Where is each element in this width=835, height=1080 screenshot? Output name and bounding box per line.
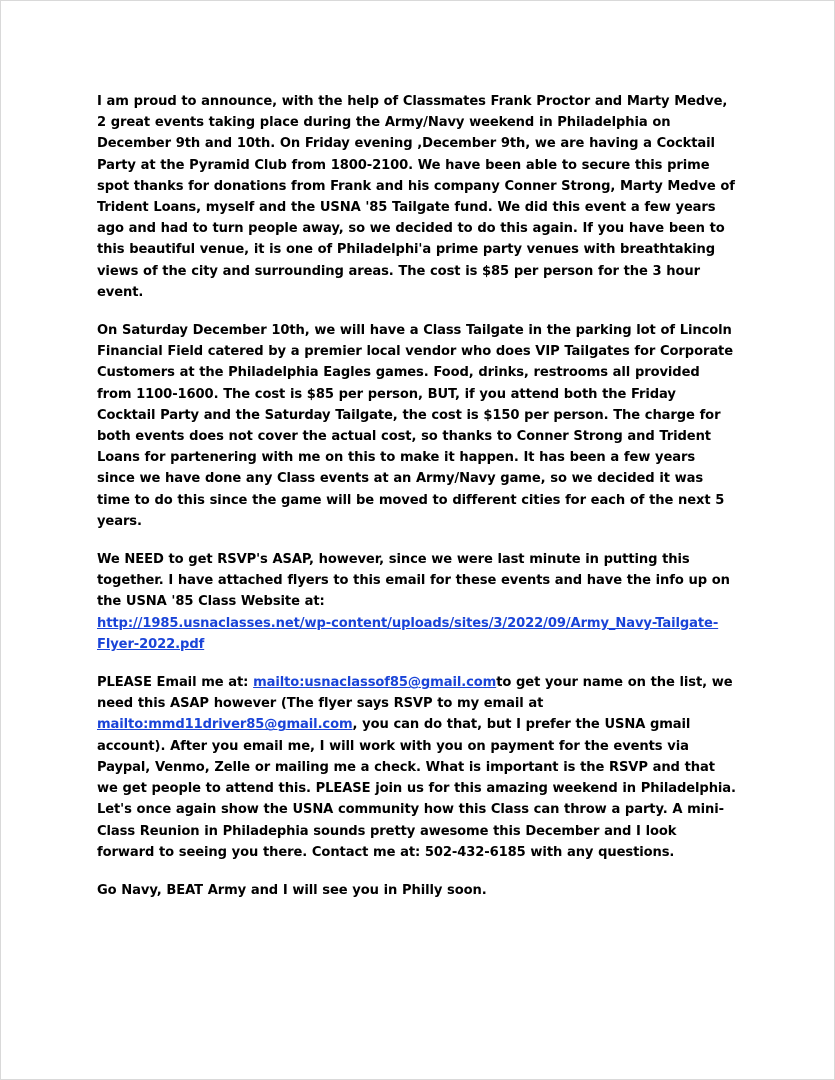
personal-email-link[interactable]: mailto:mmd11driver85@gmail.com	[97, 717, 353, 733]
paragraph-3-text: We NEED to get RSVP's ASAP, however, since we were last minute in putting this together. I have attached flyers to this email for these events and have the info up on the USNA '85 Class Website at:	[97, 552, 730, 610]
class-website-link[interactable]: http://1985.usnaclasses.net/wp-content/uploads/sites/3/2022/09/Army_Navy-Tailgate-Flyer-2022.pdf	[97, 615, 719, 652]
paragraph-4-segment-3: , you can do that, but I prefer the USNA gmail account). After you email me, I will work with you on payment for the events via Paypal, Venmo, Zelle or mailing me a check. What is important is the RSVP and that we get people to attend this. PLEASE join us for this amazing weekend in Philadelphia. Let's once again show the USNA community how this Class can throw a party. A mini-Class Reunion in Philadephia sounds pretty awesome this December and I look forward to seeing you there. Contact me at: 502-432-6185 with any questions.	[97, 717, 736, 860]
paragraph-1: I am proud to announce, with the help of Classmates Frank Proctor and Marty Medve, 2 great events taking place during the Army/Navy weekend in Philadelphia on December 9th and 10th. On Friday evening ,December 9th, we are having a Cocktail Party at the Pyramid Club from 1800-2100. We have been able to secure this prime spot thanks for donations from Frank and his company Conner Strong, Marty Medve of Trident Loans, myself and the USNA '85 Tailgate fund. We did this event a few years ago and had to turn people away, so we decided to do this again. If you have been to this beautiful venue, it is one of Philadelphi'a prime party venues with breathtaking views of the city and surrounding areas. The cost is $85 per person for the 3 hour event.	[97, 94, 735, 300]
paragraph-4-segment-1: PLEASE Email me at:	[97, 675, 254, 691]
paragraph-4	[97, 672, 737, 863]
paragraph-5: Go Navy, BEAT Army and I will see you in Philly soon.	[97, 882, 487, 898]
document-body	[97, 91, 737, 901]
class-website-link-wrapper	[97, 613, 737, 655]
usna-email-link[interactable]: mailto:usnaclassof85@gmail.com	[253, 675, 497, 691]
paragraph-4-segment-2: to get your name on the list, we need this ASAP however (The flyer says RSVP to my email at	[97, 675, 733, 712]
paragraph-3	[97, 549, 737, 655]
paragraph-2: On Saturday December 10th, we will have a Class Tailgate in the parking lot of Lincoln Financial Field catered by a premier local vendor who does VIP Tailgates for Corporate Customers at the Philadelphia Eagles games. Food, drinks, restrooms all provided from 1100-1600. The cost is $85 per person, BUT, if you attend both the Friday Cocktail Party and the Saturday Tailgate, the cost is $150 per person. The charge for both events does not cover the actual cost, so thanks to Conner Strong and Trident Loans for partenering with me on this to make it happen. It has been a few years since we have done any Class events at an Army/Navy game, so we decided it was time to do this since the game will be moved to different cities for each of the next 5 years.	[97, 323, 733, 529]
